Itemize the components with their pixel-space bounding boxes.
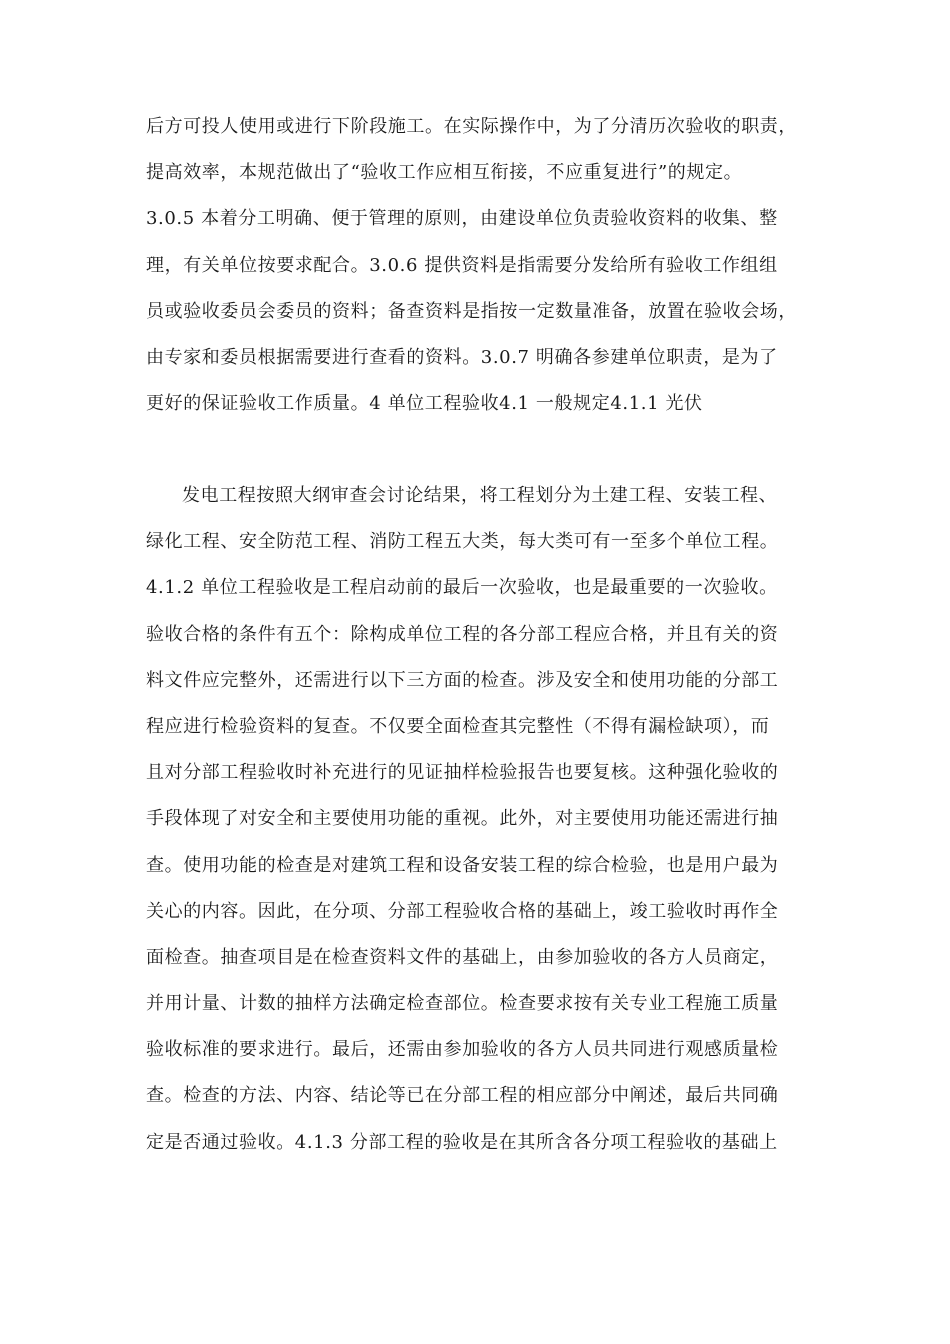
text-line: 提高效率，本规范做出了“验收工作应相互衔接，不应重复进行”的规定。 — [146, 162, 743, 184]
text-line: 绿化工程、安全防范工程、消防工程五大类，每大类可有一至多个单位工程。 — [146, 531, 779, 553]
text-line: 3.0.5 本着分工明确、便于管理的原则，由建设单位负责验收资料的收集、整 — [146, 208, 778, 230]
text-line: 定是否通过验收。4.1.3 分部工程的验收是在其所含各分项工程验收的基础上 — [146, 1131, 778, 1153]
text-line: 关心的内容。因此，在分项、分部工程验收合格的基础上，竣工验收时再作全 — [146, 900, 779, 922]
paragraph-1 — [146, 104, 826, 427]
text-line: 且对分部工程验收时补充进行的见证抽样检验报告也要复核。这种强化验收的 — [146, 762, 779, 784]
text-line: 发电工程按照大纲审查会讨论结果，将工程划分为土建工程、安装工程、 — [182, 485, 778, 506]
text-line: 程应进行检验资料的复查。不仅要全面检查其完整性（不得有漏检缺项），而 — [146, 715, 770, 737]
text-line: 查。使用功能的检查是对建筑工程和设备安装工程的综合检验，也是用户最为 — [146, 854, 779, 876]
text-line: 查。检查的方法、内容、结论等已在分部工程的相应部分中阐述，最后共同确 — [146, 1085, 779, 1107]
text-line: 后方可投人使用或进行下阶段施工。在实际操作中，为了分清历次验收的职责， — [146, 116, 797, 137]
text-line: 理，有关单位按要求配合。3.0.6 提供资料是指需要分发给所有验收工作组组 — [146, 254, 778, 276]
text-line: 更好的保证验收工作质量。4 单位工程验收4.1 一般规定4.1.1 光伏 — [146, 393, 703, 415]
text-line: 手段体现了对安全和主要使用功能的重视。此外，对主要使用功能还需进行抽 — [146, 808, 779, 830]
text-line: 员或验收委员会委员的资料；备查资料是指按一定数量准备，放置在验收会场， — [146, 300, 797, 322]
text-line: 料文件应完整外，还需进行以下三方面的检查。涉及安全和使用功能的分部工 — [146, 669, 779, 691]
text-line: 并用计量、计数的抽样方法确定检查部位。检查要求按有关专业工程施工质量 — [146, 993, 779, 1015]
text-line: 验收合格的条件有五个：除构成单位工程的各分部工程应合格，并且有关的资 — [146, 623, 779, 645]
text-line: 面检查。抽查项目是在检查资料文件的基础上，由参加验收的各方人员商定， — [146, 946, 779, 968]
text-line: 验收标准的要求进行。最后，还需由参加验收的各方人员共同进行观感质量检 — [146, 1039, 779, 1061]
text-line: 4.1.2 单位工程验收是工程启动前的最后一次验收，也是最重要的一次验收。 — [146, 577, 778, 599]
paragraph-2 — [146, 473, 826, 1166]
text-line: 由专家和委员根据需要进行查看的资料。3.0.7 明确各参建单位职责，是为了 — [146, 346, 778, 368]
